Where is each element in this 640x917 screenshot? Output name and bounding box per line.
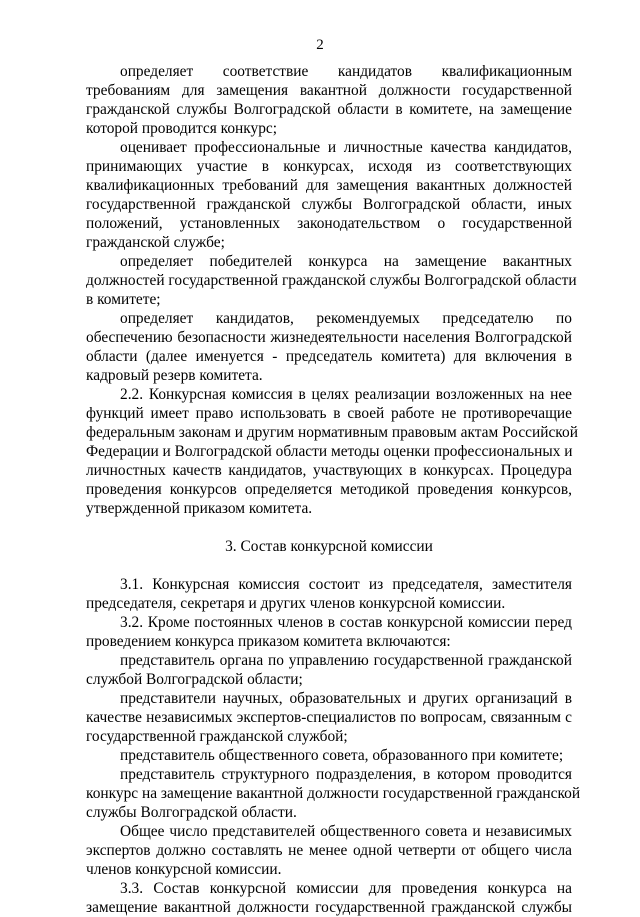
text-line: определяет кандидатов, рекомендуемых председателю по	[120, 310, 572, 327]
text-line: Федерации и Волгоградской области методы оценки профессиональных и	[86, 443, 573, 460]
text-line: личностных качеств кандидатов, участвующих в конкурсах. Процедура	[86, 462, 572, 479]
text-line: государственной гражданской службой;	[86, 728, 348, 745]
text-line: службой Волгоградской области;	[86, 671, 303, 688]
text-line: Общее число представителей общественного совета и независимых	[120, 823, 572, 840]
text-line: которой проводится конкурс;	[86, 120, 278, 137]
text-line: проведением конкурса приказом комитета включаются:	[86, 633, 451, 650]
text-line: квалификационных требований для замещения вакантных должностей	[86, 177, 572, 194]
section-heading: 3. Состав конкурсной комиссии	[225, 538, 433, 555]
text-line: представитель структурного подразделения, в котором проводится	[120, 766, 572, 783]
text-line: качестве независимых экспертов-специалистов по вопросам, связанным с	[86, 709, 572, 726]
text-line: представители научных, образовательных и других организаций в	[120, 690, 572, 707]
page-number: 2	[316, 37, 324, 53]
text-line: государственной гражданской службы Волгоградской области, иных	[86, 196, 572, 213]
text-line: принимающих участие в конкурсах, исходя из соответствующих	[86, 158, 572, 175]
text-line: области (далее именуется - председатель комитета) для включения в	[86, 348, 572, 365]
text-line: должностей государственной гражданской службы Волгоградской области	[86, 272, 577, 289]
text-line: федеральным законам и другим нормативным правовым актам Российской	[86, 424, 578, 441]
text-line: в комитете;	[86, 291, 161, 308]
text-line: гражданской службе;	[86, 234, 225, 251]
text-line: экспертов должно составлять не менее одной четверти от общего числа	[86, 842, 572, 859]
text-line: определяет соответствие кандидатов квалификационным	[120, 63, 572, 80]
text-line: проведения конкурсов определяется методикой проведения конкурсов,	[86, 481, 572, 498]
text-line: 2.2. Конкурсная комиссия в целях реализации возложенных на нее	[120, 386, 572, 403]
text-line: членов конкурсной комиссии.	[86, 861, 282, 878]
text-line: оценивает профессиональные и личностные качества кандидатов,	[120, 139, 572, 156]
text-line: 3.2. Кроме постоянных членов в состав конкурсной комиссии перед	[120, 614, 572, 631]
text-line: определяет победителей конкурса на замещение вакантных	[120, 253, 572, 270]
text-line: замещение вакантной должности государственной гражданской службы	[86, 899, 572, 916]
text-line: 3.1. Конкурсная комиссия состоит из председателя, заместителя	[120, 576, 572, 593]
text-line: гражданской службы Волгоградской области в комитете, на замещение	[86, 101, 572, 118]
text-line: функций имеет право использовать в своей работе не противоречащие	[86, 405, 572, 422]
text-line: службы Волгоградской области.	[86, 804, 297, 821]
text-line: утвержденной приказом комитета.	[86, 500, 313, 517]
text-line: положений, установленных законодательством о государственной	[86, 215, 572, 232]
text-line: конкурс на замещение вакантной должности государственной гражданской	[86, 785, 581, 802]
text-line: кадровый резерв комитета.	[86, 367, 263, 384]
text-line: председателя, секретаря и других членов конкурсной комиссии.	[86, 595, 506, 612]
text-line: представитель органа по управлению государственной гражданской	[120, 652, 572, 669]
text-line: 3.3. Состав конкурсной комиссии для проведения конкурса на	[120, 880, 572, 897]
text-line: требованиям для замещения вакантной должности государственной	[86, 82, 572, 99]
text-line: обеспечению безопасности жизнедеятельности населения Волгоградской	[86, 329, 572, 346]
text-line: представитель общественного совета, образованного при комитете;	[120, 747, 564, 764]
